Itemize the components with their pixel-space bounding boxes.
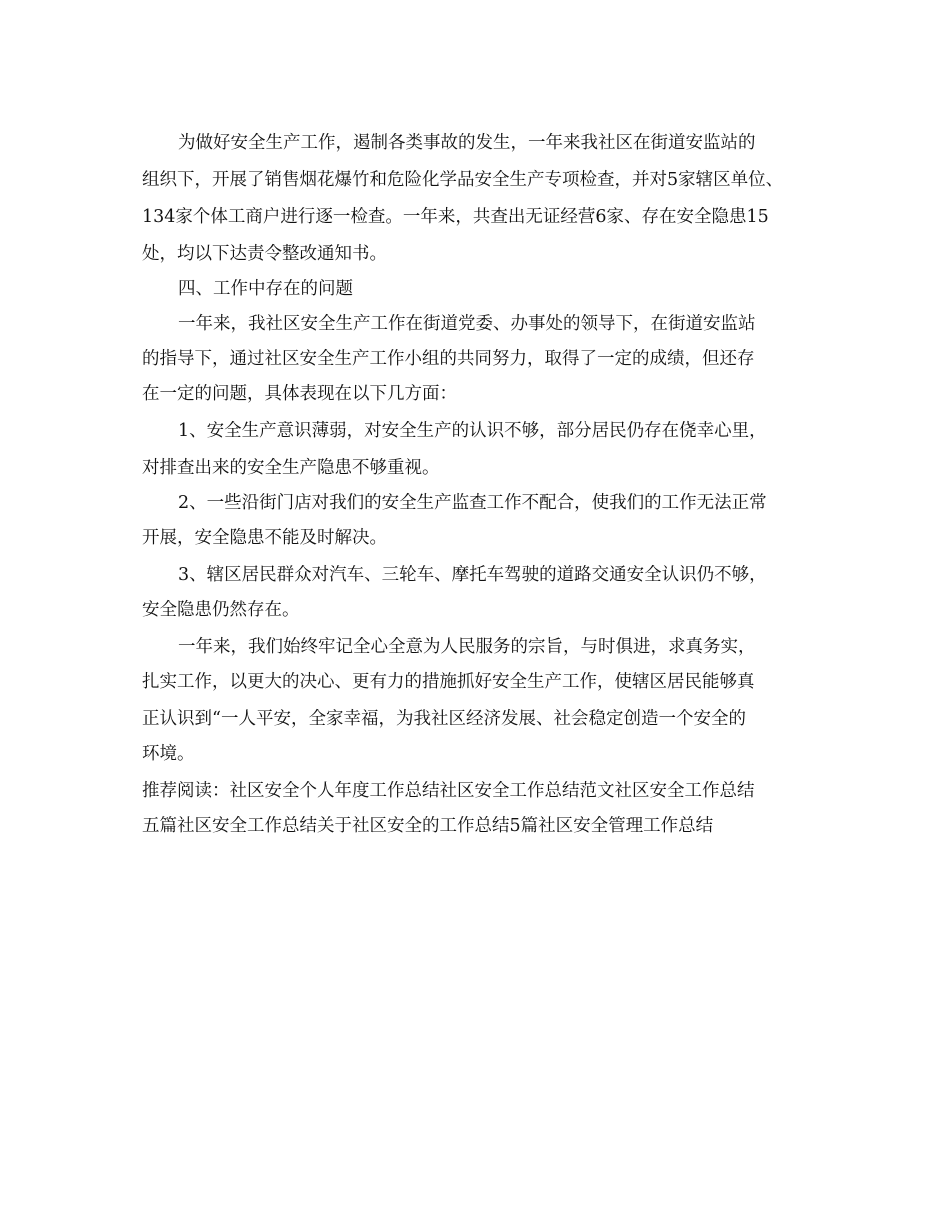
list-item-3-line-2: 安全隐患仍然存在。 [142, 600, 300, 620]
paragraph-1-line-2: 组织下，开展了销售烟花爆竹和危险化学品安全生产专项检查，并对5家辖区单位、 [142, 170, 784, 190]
list-item-1-line-2: 对排查出来的安全生产隐患不够重视。 [142, 458, 440, 478]
section-heading: 四、工作中存在的问题 [178, 279, 353, 299]
paragraph-3-line-4: 环境。 [142, 744, 195, 764]
paragraph-3-line-1: 一年来，我们始终牢记全心全意为人民服务的宗旨，与时俱进，求真务实， [178, 637, 756, 657]
paragraph-1-line-3: 134家个体工商户进行逐一检查。一年来，共查出无证经营6家、存在安全隐患15 [142, 207, 769, 227]
paragraph-2-line-2: 的指导下，通过社区安全生产工作小组的共同努力，取得了一定的成绩，但还存 [142, 349, 755, 369]
paragraph-3-line-3: 正认识到“一人平安，全家幸福，为我社区经济发展、社会稳定创造一个安全的 [142, 709, 746, 729]
recommended-reading-line-2: 五篇社区安全工作总结关于社区安全的工作总结5篇社区安全管理工作总结 [142, 816, 714, 836]
list-item-2-line-2: 开展，安全隐患不能及时解决。 [142, 528, 387, 548]
list-item-2-line-1: 2、一些沿街门店对我们的安全生产监查工作不配合，使我们的工作无法正常 [178, 493, 767, 513]
list-item-3-line-1: 3、辖区居民群众对汽车、三轮车、摩托车驾驶的道路交通安全认识仍不够， [178, 565, 767, 585]
paragraph-2-line-3: 在一定的问题，具体表现在以下几方面： [142, 384, 457, 404]
recommended-reading-line-1: 推荐阅读：社区安全个人年度工作总结社区安全工作总结范文社区安全工作总结 [142, 781, 755, 801]
list-item-1-line-1: 1、安全生产意识薄弱，对安全生产的认识不够，部分居民仍存在侥幸心里， [178, 421, 767, 441]
paragraph-1-line-1: 为做好安全生产工作，遏制各类事故的发生，一年来我社区在街道安监站的 [178, 133, 756, 153]
paragraph-3-line-2: 扎实工作，以更大的决心、更有力的措施抓好安全生产工作，使辖区居民能够真 [142, 672, 755, 692]
paragraph-1-line-4: 处，均以下达责令整改通知书。 [142, 244, 387, 264]
paragraph-2-line-1: 一年来，我社区安全生产工作在街道党委、办事处的领导下，在街道安监站 [178, 314, 756, 334]
